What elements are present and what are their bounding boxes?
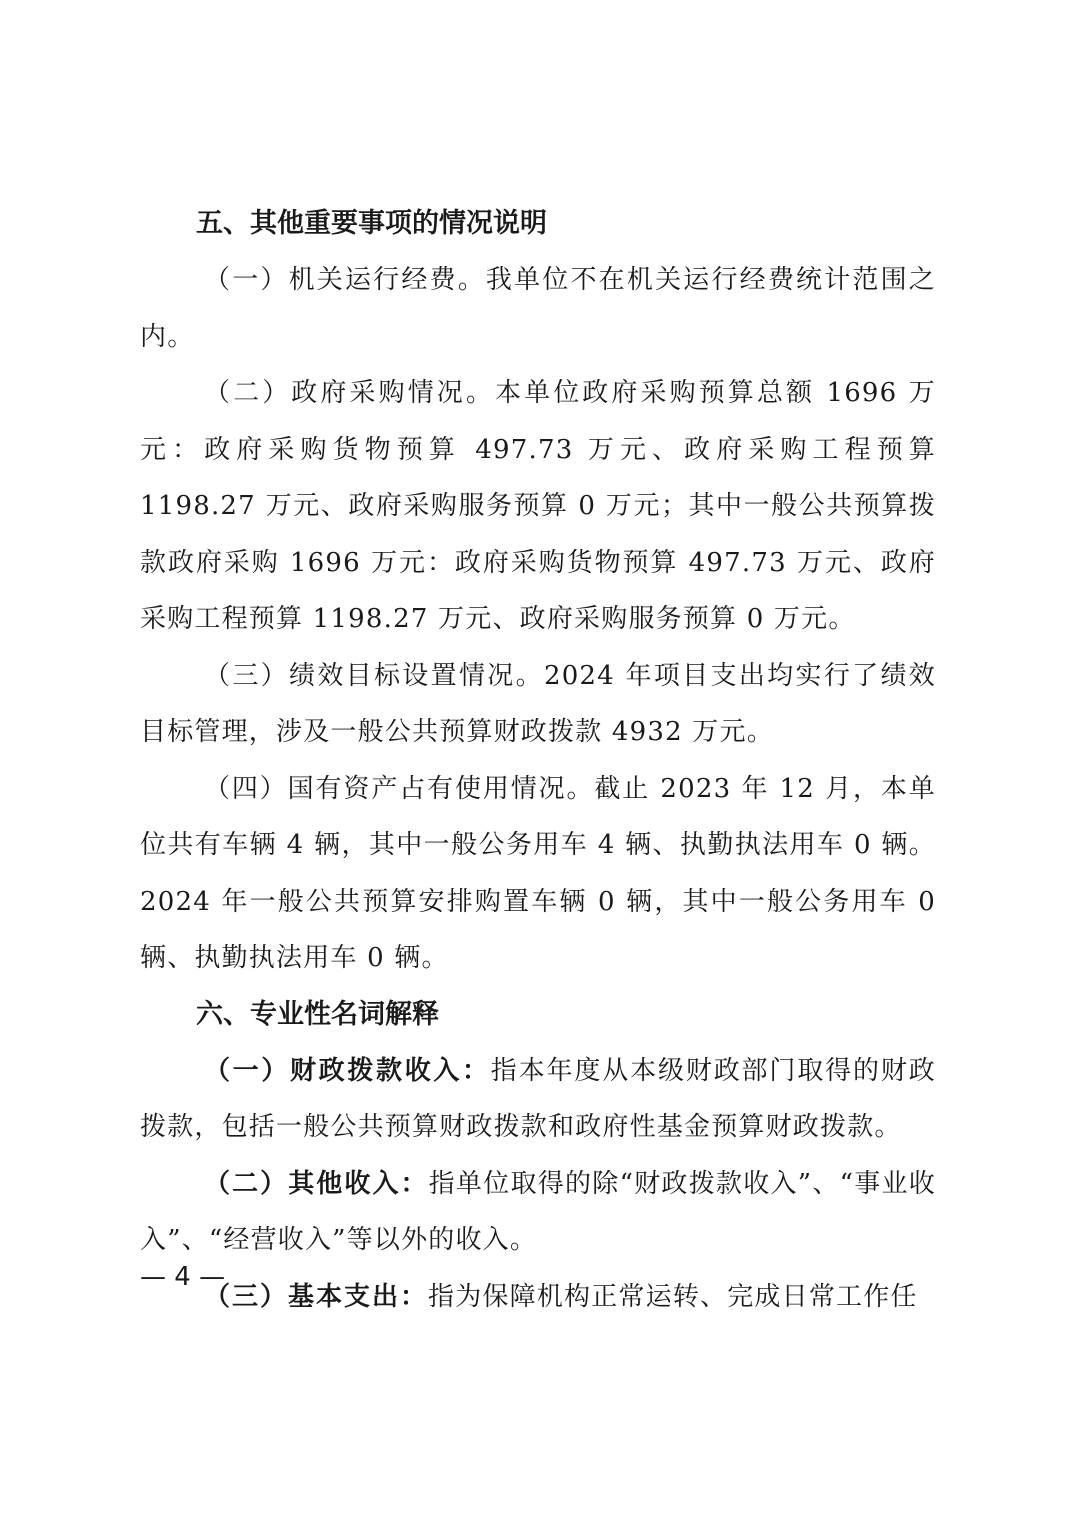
section-5-item-4 <box>140 761 936 987</box>
section-6-item-3 <box>140 1269 936 1326</box>
item-term: （一）财政拨款收入： <box>204 1055 491 1086</box>
item-text: 截止 2023 年 12 月，本单位共有车辆 4 辆，其中一般公务用车 4 辆、执勤执法用车 0 辆。2024 年一般公共预算安排购置车辆 0 辆，其中一般公务用车 0 辆、执勤执法用车 0 辆。 <box>140 773 936 973</box>
item-text: 本单位政府采购预算总额 1696 万元：政府采购货物预算 497.73 万元、政府采购工程预算 1198.27 万元、政府采购服务预算 0 万元；其中一般公共预算拨款政府采购 1696 万元：政府采购货物预算 497.73 万元、政府采购工程预算 1198.27 万元、政府采购服务预算 0 万元。 <box>140 378 936 634</box>
item-term: （二）其他收入： <box>204 1168 429 1199</box>
item-text: 指本年度从本级财政部门取得的财政拨款，包括一般公共预算财政拨款和政府性基金预算财政拨款。 <box>140 1055 936 1142</box>
item-lead: （一）机关运行经费。 <box>204 265 486 295</box>
item-text: 2024 年项目支出均实行了绩效目标管理，涉及一般公共预算财政拨款 4932 万元。 <box>140 660 936 747</box>
section-5-item-2 <box>140 365 936 648</box>
section-5-item-1 <box>140 252 936 365</box>
item-text: 指单位取得的除“财政拨款收入”、“事业收入”、“经营收入”等以外的收入。 <box>140 1168 936 1255</box>
page-number: — 4 — <box>140 1262 226 1292</box>
section-5-heading: 五、其他重要事项的情况说明 <box>196 208 547 239</box>
section-6-item-2 <box>140 1156 936 1269</box>
item-lead: （三）绩效目标设置情况。 <box>204 660 544 691</box>
section-6-item-1 <box>140 1043 936 1156</box>
item-term: （三）基本支出： <box>204 1281 429 1312</box>
item-text: 指为保障机构正常运转、完成日常工作任 <box>428 1281 918 1312</box>
section-5-item-3 <box>140 648 936 761</box>
item-lead: （四）国有资产占有使用情况。 <box>204 773 595 804</box>
document-body <box>140 196 936 1325</box>
item-lead: （二）政府采购情况。 <box>204 378 495 408</box>
section-6-heading: 六、专业性名词解释 <box>196 998 439 1030</box>
item-text: 我单位不在机关运行经费统计范围之内。 <box>140 265 936 352</box>
